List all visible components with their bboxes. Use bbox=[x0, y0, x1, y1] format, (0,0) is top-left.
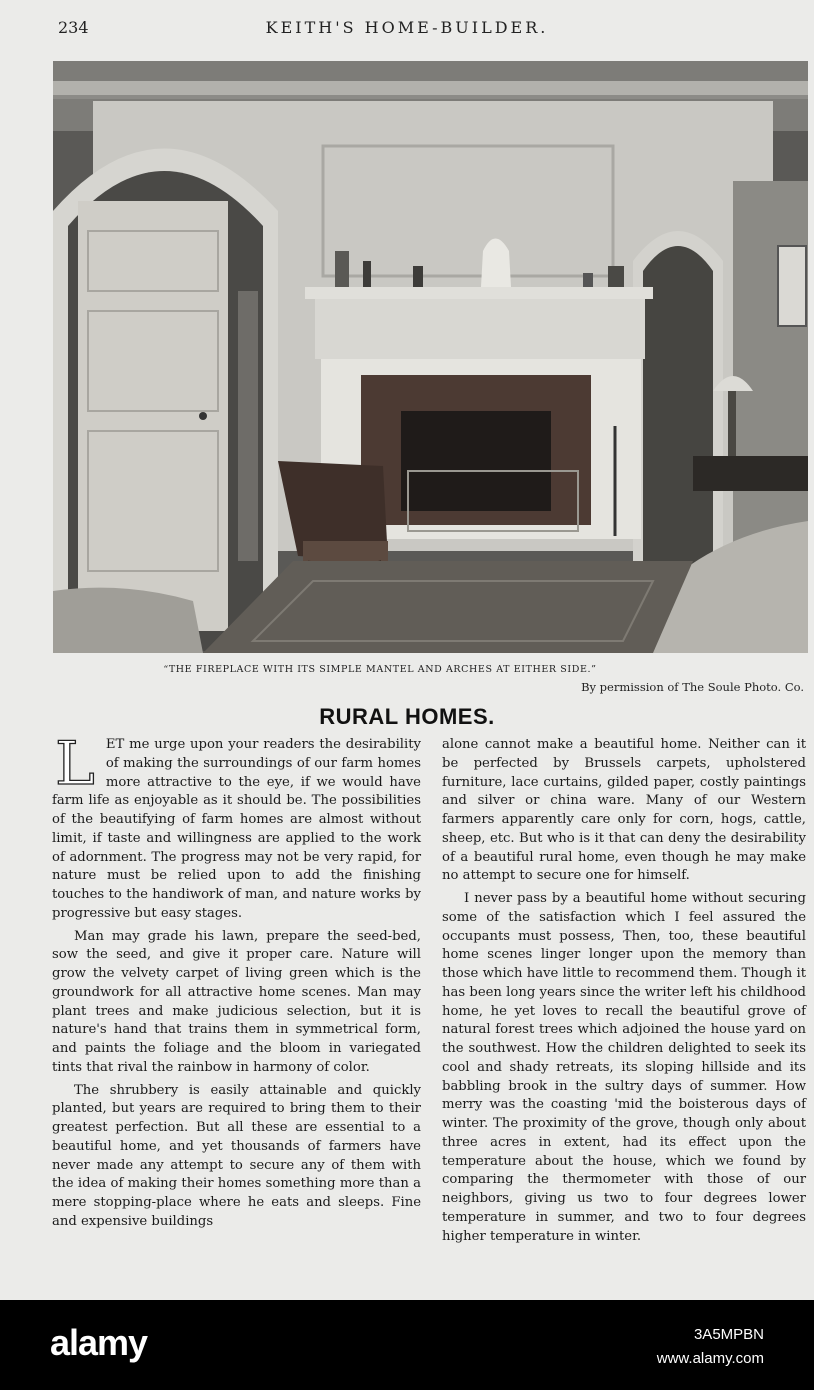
paragraph bbox=[52, 729, 421, 924]
photo-caption: “THE FIREPLACE WITH ITS SIMPLE MANTEL AND ARCHES AT EITHER SIDE.” bbox=[163, 664, 597, 675]
paragraph: alone cannot make a beautiful home. Neither can it be perfected by Brussels carpets, upholstered furniture, lace curtains, gilded paper, costly paintings and silver or china ware. Many of our Western farmers apparently care only for corn, hogs, cattle, sheep, etc. But who is it that can deny the desirability of a beautiful rural home, even though he may make no attempt to secure one for himself. bbox=[442, 737, 806, 884]
journal-title: KEITH'S HOME-BUILDER. bbox=[265, 18, 549, 37]
image-id: 3A5MPBN bbox=[693, 1326, 764, 1343]
left-column bbox=[52, 729, 421, 1236]
fireplace-photo-illustration bbox=[53, 61, 808, 653]
stock-logo: alamy bbox=[50, 1322, 148, 1363]
drop-cap: L bbox=[55, 729, 95, 799]
stock-url: www.alamy.com bbox=[656, 1350, 764, 1367]
paragraph-text: ET me urge upon your readers the desirability of making the surroundings of our farm homes more attractive to the eye, if we would have farm life as enjoyable as it should be. The possibilities of the beautifying of farm homes are almost without limit, if taste and willingness are applied to the work of adornment. The progress may not be very rapid, for nature must be relied upon to add the finishing touches to the handiwork of man, and nature works by progressive but easy stages. bbox=[52, 737, 421, 921]
fireplace-photograph bbox=[53, 61, 808, 653]
stock-footer bbox=[0, 1300, 814, 1390]
paragraph: Man may grade his lawn, prepare the seed-bed, sow the seed, and give it proper care. Nature will grow the velvety carpet of living green which is the groundwork for all attractive home scenes. Man may plant trees and make judicious selection, but it is nature's hand that trains them in symmetrical form, and paints the foliage and the bloom in variegated tints that rival the rainbow in harmony of color. bbox=[52, 928, 421, 1075]
paragraph: The shrubbery is easily attainable and quickly planted, but years are required to bring them to their greatest perfection. But all these are essential to a beautiful home, and yet thousands of farmers have never made any attempt to secure any of them with the idea of making their homes something more than a mere stopping-place where he eats and sleeps. Fine and expensive buildings bbox=[52, 1082, 421, 1229]
right-column bbox=[442, 736, 806, 1250]
photo-credit: By permission of The Soule Photo. Co. bbox=[581, 680, 804, 694]
paragraph: I never pass by a beautiful home without securing some of the satisfaction which I feel assured the occupants must possess, Then, too, these beautiful home scenes linger longer upon the memory than those which have little to recommend them. Though it has been long years since the writer left his childhood home, he yet loves to recall the beautiful grove of natural forest trees which adjoined the house yard on the southwest. How the children delighted to seek its cool and shady retreats, its sloping hillside and its babbling brook in the sultry days of summer. How merry was the coasting 'mid the boisterous days of winter. The proximity of the grove, though only about three acres in extent, had its effect upon the temperature about the house, which we found by comparing the thermometer with those of our neighbors, giving us two to four degrees lower temperature in summer, and two to four degrees higher temperature in winter. bbox=[442, 891, 806, 1244]
article-title: RURAL HOMES. bbox=[319, 704, 495, 729]
running-head bbox=[0, 18, 814, 40]
page-number: 234 bbox=[58, 18, 89, 37]
